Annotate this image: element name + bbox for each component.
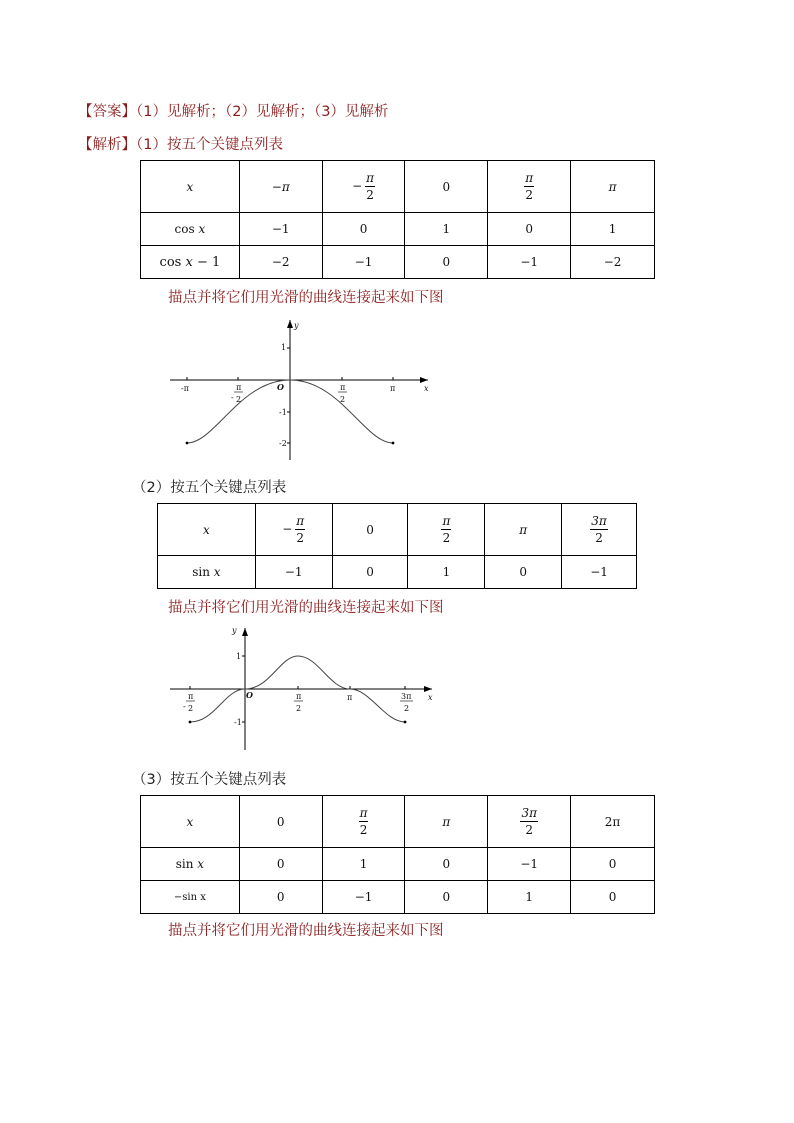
x-tick-label: -π [181,384,189,393]
table-cell: −2 [571,246,655,279]
header-cell: $\frac{\pi}{2}$ [408,504,485,556]
table-sin-neg [140,795,655,914]
row-label: sin x [141,848,240,881]
table-cell: 0 [405,246,488,279]
header-x: x [158,504,256,556]
x-label: x [424,384,429,393]
y-tick-label: 1 [236,652,242,661]
x-tick-label: 2 [404,704,410,713]
header-cell: − $\frac{\pi}{2}$ [322,161,405,213]
row-label: cos x − 1 [141,246,240,279]
x-tick-label: - [231,393,234,402]
y-tick-label: -1 [279,408,287,417]
table-cell: 0 [239,881,322,914]
table-row [141,246,655,279]
y-axis-arrow [242,628,248,636]
caption-3: 描点并将它们用光滑的曲线连接起来如下图 [168,923,444,939]
table-row [158,556,637,589]
y-label: y [294,321,299,330]
part1-title: （1）按五个关键点列表 [136,137,283,153]
table-cell: 1 [488,881,571,914]
x-tick-label: π [347,693,353,702]
caption-1: 描点并将它们用光滑的曲线连接起来如下图 [168,290,444,306]
header-cell: 0 [405,161,488,213]
y-tick-label: 1 [281,343,287,352]
endpoint [404,721,407,724]
x-tick-label: 2 [296,704,302,713]
table-cell: 0 [485,556,562,589]
table-cell: 0 [332,556,408,589]
x-tick-label: π [296,692,302,701]
table-cell: 1 [571,213,655,246]
origin-label: O [246,690,253,700]
table-row [141,213,655,246]
origin-label: O [277,382,284,392]
table-cell: 0 [239,848,322,881]
header-cell: π [485,504,562,556]
table-cos [140,160,655,279]
table-cell: −1 [488,848,571,881]
header-cell: $\frac{\pi}{2}$ [322,796,405,848]
endpoint [186,442,189,445]
analysis-tag: 【解析】 [78,137,136,153]
y-label: y [232,626,237,635]
table-cell: 0 [405,848,488,881]
table-cell: 0 [571,881,655,914]
row-label: sin x [158,556,256,589]
part3-title: （3）按五个关键点列表 [132,772,287,788]
table-cell: −1 [488,246,571,279]
header-x: x [141,161,240,213]
part2-title: （2）按五个关键点列表 [132,480,287,496]
answer-text: （1）见解析；（2）见解析；（3）见解析 [136,104,389,120]
row-label: −sin x [141,881,240,914]
x-tick-label: 2 [340,395,346,404]
x-label: x [428,693,433,702]
header-cell: 0 [239,796,322,848]
x-tick-label: 2 [236,395,242,404]
answer-tag: 【答案】 [78,104,136,120]
x-tick-label: π [390,384,396,393]
table-row [141,161,655,213]
header-cell: π [405,796,488,848]
header-x: x [141,796,240,848]
table-cell: 1 [405,213,488,246]
x-tick-label: 3π [401,692,412,701]
x-tick-label: π [188,692,194,701]
cos-curve [187,380,396,443]
sin-curve [190,656,405,722]
table-cell: 1 [408,556,485,589]
header-cell: $\frac{3\pi}{2}$ [562,504,637,556]
table-row [141,848,655,881]
header-cell: −π [239,161,322,213]
table-cell: 0 [322,213,405,246]
row-label: cos x [141,213,240,246]
header-cell: − $\frac{\pi}{2}$ [255,504,332,556]
table-row [141,881,655,914]
x-axis-arrow [424,686,432,692]
header-cell: $\frac{3\pi}{2}$ [488,796,571,848]
x-tick-label: 2 [188,704,194,713]
x-axis-arrow [420,377,428,383]
table-row [158,504,637,556]
table-cell: −1 [255,556,332,589]
table-cell: 0 [405,881,488,914]
table-cell: −1 [322,881,405,914]
analysis-line [78,133,283,154]
table-cell: −1 [322,246,405,279]
table-cell: −1 [239,213,322,246]
answer-line [78,100,388,121]
table-cell: 0 [571,848,655,881]
table-cell: −1 [562,556,637,589]
header-cell: $\frac{\pi}{2}$ [488,161,571,213]
table-cell: 1 [322,848,405,881]
endpoint [392,442,395,445]
table-cell: −2 [239,246,322,279]
x-tick-label: π [340,383,346,392]
y-tick-label: -1 [234,718,242,727]
header-cell: π [571,161,655,213]
caption-2: 描点并将它们用光滑的曲线连接起来如下图 [168,600,444,616]
y-tick-label: -2 [279,439,287,448]
header-cell: 2π [571,796,655,848]
table-cell: 0 [488,213,571,246]
x-tick-label: π [236,383,242,392]
header-cell: 0 [332,504,408,556]
y-axis-arrow [287,320,293,328]
table-row [141,796,655,848]
x-tick-label: - [183,702,186,711]
table-sin [157,503,637,589]
endpoint [189,721,192,724]
